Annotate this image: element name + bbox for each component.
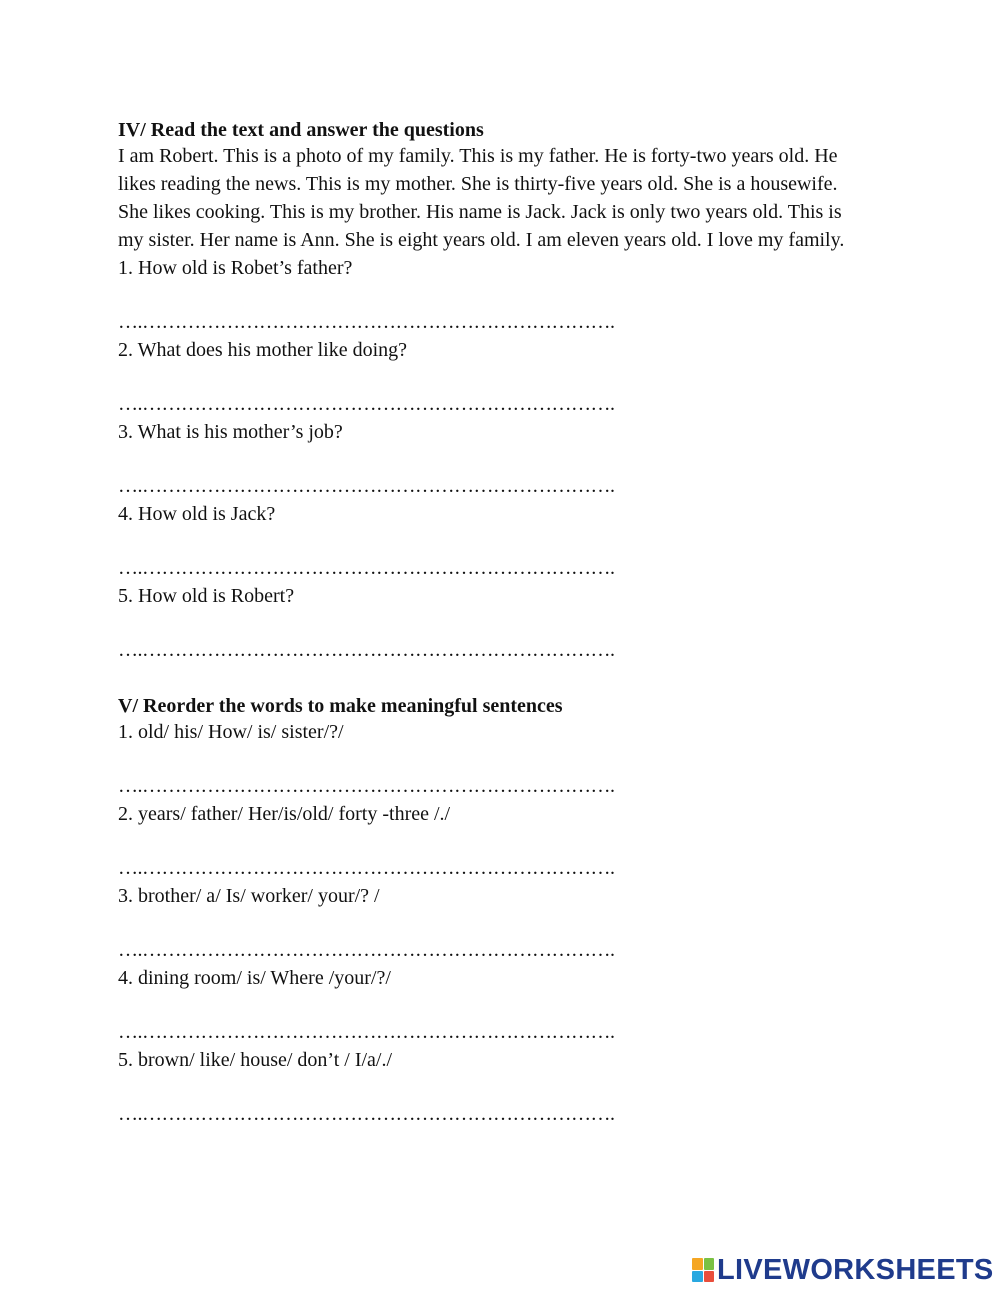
question-item [118,800,868,882]
badge-tile [704,1271,715,1283]
question-item [118,964,868,1046]
question-item [118,1046,868,1128]
question-item [118,718,868,800]
reading-passage: I am Robert. This is a photo of my family. This is my father. He is forty-two years old. He likes reading the news. This is my mother. She is thirty-five years old. She is a housewife. She likes cooking. This is my brother. His name is Jack. Jack is only two years old. This is my sister. Her name is Ann. She is eight years old. I am eleven years old. I love my family. [118,145,845,251]
answer-line[interactable]: ….………………………………………………………………. [118,393,615,415]
question-item [118,882,868,964]
badge-tile [704,1258,715,1270]
question-text: 5. brown/ like/ house/ don’t / I/a/./ [118,1049,393,1071]
question-text: 5. How old is Robert? [118,585,295,607]
question-text: 1. old/ his/ How/ is/ sister/?/ [118,721,344,743]
question-item [118,582,868,664]
question-item [118,418,868,500]
answer-line[interactable]: ….………………………………………………………………. [118,1103,615,1125]
question-text: 4. How old is Jack? [118,503,276,525]
question-item [118,500,868,582]
question-text: 1. How old is Robet’s father? [118,257,353,279]
question-text: 4. dining room/ is/ Where /your/?/ [118,967,391,989]
section-heading-reading: IV/ Read the text and answer the questions [118,119,484,141]
badge-tile [692,1271,703,1283]
question-text: 3. brother/ a/ Is/ worker/ your/? / [118,885,380,907]
answer-line[interactable]: ….………………………………………………………………. [118,475,615,497]
answer-line[interactable]: ….………………………………………………………………. [118,939,615,961]
question-item [118,254,868,336]
question-text: 2. What does his mother like doing? [118,339,408,361]
section-heading-reorder: V/ Reorder the words to make meaningful sentences [118,695,563,717]
question-item [118,336,868,418]
reorder-section [118,694,868,1128]
answer-line[interactable]: ….………………………………………………………………. [118,311,615,333]
answer-line[interactable]: ….………………………………………………………………. [118,639,615,661]
badge-tile [692,1258,703,1270]
worksheet-page [118,118,868,1128]
reading-section [118,118,868,664]
logo-text: LIVEWORKSHEETS [717,1253,994,1286]
answer-line[interactable]: ….………………………………………………………………. [118,557,615,579]
question-text: 2. years/ father/ Her/is/old/ forty -three /./ [118,803,451,825]
liveworksheets-logo [692,1254,994,1286]
answer-line[interactable]: ….………………………………………………………………. [118,857,615,879]
question-text: 3. What is his mother’s job? [118,421,343,443]
answer-line[interactable]: ….………………………………………………………………. [118,1021,615,1043]
liveworksheets-badge-icon [692,1258,714,1282]
answer-line[interactable]: ….………………………………………………………………. [118,775,615,797]
